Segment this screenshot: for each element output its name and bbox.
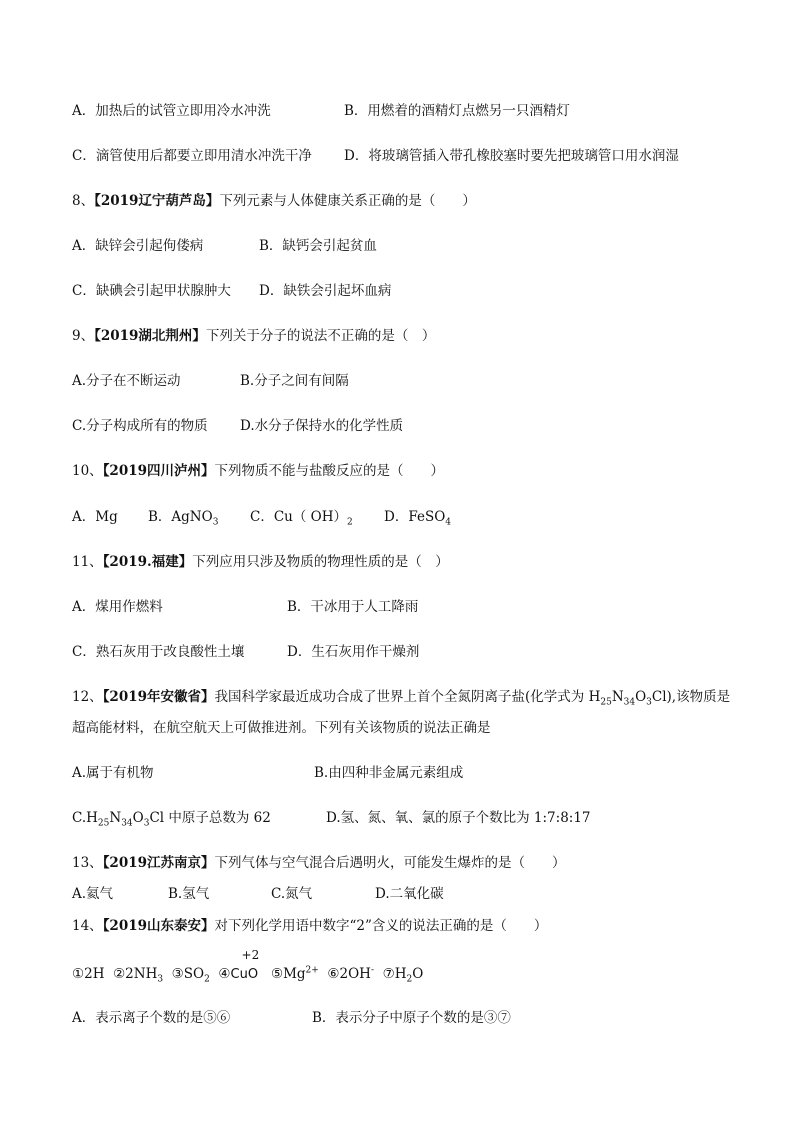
q14-symbol-7-text: ⑦H xyxy=(382,966,407,982)
q14-source-tag: 【2019山东泰安】 xyxy=(102,918,215,934)
q12-option-b: B.由四种非金属元素组成 xyxy=(314,765,464,781)
q9-option-a: A.分子在不断运动 xyxy=(72,373,181,389)
q12-option-c-n-sub: 34 xyxy=(121,818,133,829)
q10-source-tag: 【2019四川泸州】 xyxy=(102,463,215,479)
q8-options-row2 xyxy=(72,281,391,301)
q14-symbol-2-text: ②2NH xyxy=(113,966,158,982)
q10-number: 10、 xyxy=(72,463,103,479)
q10-option-d xyxy=(384,507,451,527)
q11-option-a: A．煤用作燃料 xyxy=(72,599,163,615)
q10-stem xyxy=(72,461,444,481)
q14-question: 对下列化学用语中数字“2”含义的说法正确的是（ ） xyxy=(214,918,548,934)
q12-option-a: A.属于有机物 xyxy=(72,765,154,781)
q14-symbol-6-sup: - xyxy=(370,965,375,976)
q12-options-row1 xyxy=(72,763,463,783)
q12-question-cont: Cl),该物质是 xyxy=(651,689,731,705)
q8-option-c: C．缺碘会引起甲状腺肿大 xyxy=(72,283,231,299)
q8-source-tag: 【2019辽宁葫芦岛】 xyxy=(94,193,220,209)
q10-option-a: A．Mg xyxy=(72,509,118,525)
q14-symbol-3 xyxy=(171,966,210,985)
q12-formula-n: N xyxy=(611,689,624,705)
q7-option-d: D．将玻璃管插入带孔橡胶塞时要先把玻璃管口用水润湿 xyxy=(344,148,679,164)
q14-symbol-6 xyxy=(327,966,374,982)
q10-option-b xyxy=(148,507,250,527)
q14-symbols xyxy=(72,948,424,985)
q14-symbol-5-sup: 2+ xyxy=(305,965,319,976)
q14-options-row1 xyxy=(72,1008,511,1028)
q8-number: 8、 xyxy=(72,193,95,209)
q14-symbol-7-post: O xyxy=(412,966,424,982)
q12-option-d: D.氢、氮、氧、氯的原子个数比为 1:7:8:17 xyxy=(326,810,591,826)
q10-option-c-text: C．Cu（ OH） xyxy=(250,509,347,525)
q14-symbol-5 xyxy=(271,966,319,982)
q13-options xyxy=(72,884,444,904)
q13-option-d: D.二氧化碳 xyxy=(375,886,444,902)
q14-option-a: A．表示离子个数的是⑤⑥ xyxy=(72,1010,231,1026)
q12-option-c xyxy=(72,808,326,828)
q14-symbol-4-formula: CuO xyxy=(230,967,259,982)
q8-question: 下列元素与人体健康关系正确的是（ ） xyxy=(219,193,476,209)
q14-symbol-1: ①2H xyxy=(72,966,105,982)
q12-option-c-h-sub: 25 xyxy=(97,818,110,829)
q10-option-c xyxy=(250,507,384,527)
q7-option-a: A．加热后的试管立即用冷水冲洗 xyxy=(72,103,271,119)
q10-question: 下列物质不能与盐酸反应的是（ ） xyxy=(214,463,445,479)
q11-options-row2 xyxy=(72,642,419,662)
q7-option-b: B．用燃着的酒精灯点燃另一只酒精灯 xyxy=(344,103,570,119)
q14-option-b: B．表示分子中原子个数的是③⑦ xyxy=(312,1010,511,1026)
q12-option-c-rest: Cl 中原子总数为 62 xyxy=(149,810,271,826)
q14-symbol-3-sub: 2 xyxy=(204,974,210,985)
q9-options-row1 xyxy=(72,371,349,391)
q10-option-c-sub: 2 xyxy=(347,517,353,528)
q8-option-b: B．缺钙会引起贫血 xyxy=(259,238,377,254)
q14-symbol-6-text: ⑥2OH xyxy=(327,966,371,982)
q8-options-row1 xyxy=(72,236,377,256)
q9-source-tag: 【2019湖北荆州】 xyxy=(94,328,206,344)
q12-formula-o-sub: 3 xyxy=(646,697,652,708)
q12-option-c-n: N xyxy=(109,810,122,826)
q9-option-b: B.分子之间有间隔 xyxy=(240,373,349,389)
q14-symbol-4-number: ④ xyxy=(218,966,231,982)
q14-symbol-4 xyxy=(218,948,260,982)
q14-symbol-3-text: ③SO xyxy=(171,966,205,982)
q12-option-c-o-sub: 3 xyxy=(143,818,150,829)
q7-options-row1 xyxy=(72,101,570,121)
q9-options-row2 xyxy=(72,416,403,436)
q12-option-c-o: O xyxy=(132,810,144,826)
q14-symbol-4-oxidation: +2 xyxy=(241,948,260,962)
q9-stem xyxy=(72,326,435,346)
q14-symbol-5-text: ⑤Mg xyxy=(270,966,306,982)
q10-option-b-text: B．AgNO xyxy=(148,509,213,525)
q13-question: 下列气体与空气混合后遇明火，可能发生爆炸的是（ ） xyxy=(214,855,566,871)
q12-formula-h-sub: 25 xyxy=(600,697,612,708)
q12-question-start: 我国科学家最近成功合成了世界上首个全氮阴离子盐(化学式为 H xyxy=(214,689,601,705)
q11-question: 下列应用只涉及物质的物理性质的是（ ） xyxy=(192,554,449,570)
q12-formula-n-sub: 34 xyxy=(623,697,636,708)
q12-option-c-text: C.H xyxy=(72,810,98,826)
q8-stem xyxy=(72,191,476,211)
q9-number: 9、 xyxy=(72,328,95,344)
q14-symbol-7-sub: 2 xyxy=(406,974,413,985)
q11-options-row1 xyxy=(72,597,418,617)
q11-stem xyxy=(72,552,449,572)
q10-option-d-sub: 4 xyxy=(445,517,451,528)
q12-formula-o: O xyxy=(635,689,647,705)
q10-option-b-sub: 3 xyxy=(212,517,219,528)
q13-option-b: B.氢气 xyxy=(168,886,210,902)
q9-option-d: D.水分子保持水的化学性质 xyxy=(240,418,404,434)
q7-option-c: C．滴管使用后都要立即用清水冲洗干净 xyxy=(72,148,312,164)
q13-stem xyxy=(72,853,566,873)
q12-number: 12、 xyxy=(72,689,103,705)
q13-option-a: A.氦气 xyxy=(72,886,114,902)
q12-stem-line1 xyxy=(72,687,730,707)
q13-option-c: C.氮气 xyxy=(271,886,313,902)
q9-question: 下列关于分子的说法不正确的是（ ） xyxy=(205,328,436,344)
q14-number: 14、 xyxy=(72,918,103,934)
q11-source-tag: 【2019.福建】 xyxy=(102,554,193,570)
q14-symbol-4-formula-wrap xyxy=(230,948,260,985)
q7-options-row2 xyxy=(72,146,679,166)
q12-options-row2 xyxy=(72,808,591,828)
q14-symbol-2-sub: 3 xyxy=(157,974,164,985)
q8-option-d: D．缺铁会引起坏血病 xyxy=(259,283,392,299)
q10-option-d-text: D．FeSO xyxy=(384,509,446,525)
q9-option-c: C.分子构成所有的物质 xyxy=(72,418,208,434)
q12-source-tag: 【2019年安徽省】 xyxy=(102,689,215,705)
q11-option-c: C．熟石灰用于改良酸性土壤 xyxy=(72,644,245,660)
q10-options xyxy=(72,507,451,527)
q14-stem xyxy=(72,916,547,936)
q11-number: 11、 xyxy=(72,554,103,570)
q14-symbol-7 xyxy=(382,966,424,985)
q13-source-tag: 【2019江苏南京】 xyxy=(102,855,215,871)
q11-option-b: B．干冰用于人工降雨 xyxy=(287,599,419,615)
q8-option-a: A．缺锌会引起佝偻病 xyxy=(72,238,204,254)
q14-symbol-2 xyxy=(113,966,164,985)
q11-option-d: D．生石灰用作干燥剂 xyxy=(287,644,420,660)
q13-number: 13、 xyxy=(72,855,103,871)
q12-stem-line2: 超高能材料，在航空航天上可做推进剂。下列有关该物质的说法正确是 xyxy=(72,720,491,736)
